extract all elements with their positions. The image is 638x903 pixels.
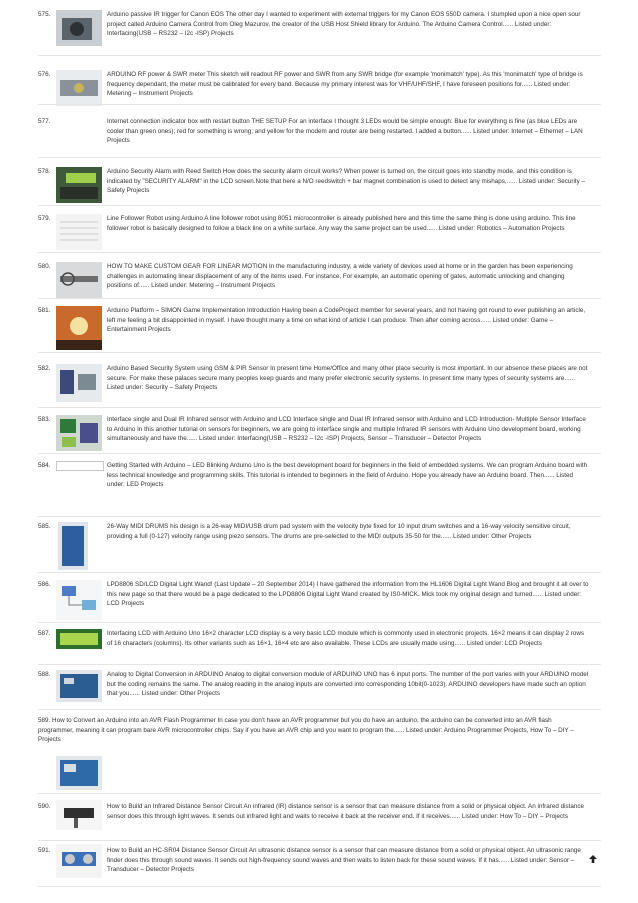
item-number: 586. <box>38 581 51 588</box>
separator <box>38 298 601 299</box>
item-thumbnail[interactable] <box>56 214 102 250</box>
item-thumbnail[interactable] <box>56 262 102 298</box>
separator <box>38 664 601 665</box>
item-description[interactable]: Internet connection indicator box with restart button THE SETUP For an interface I thought 3 LEDs would be simple enough: Blue for everything is fine (as blue LEDs are cooler than green ones); red for something is wrong; and yellow for the modem and router are being restarted. I added a button...... Listed under: Internet – Ethernet – LAN Projects <box>107 118 583 145</box>
item-thumbnail[interactable] <box>56 756 102 790</box>
separator <box>38 453 601 454</box>
item-text: How to Convert an Arduino into an AVR Flash Programmer In case you don't have an AVR programmer but you do have an arduino, the arduino can be converted into an AVR flash programmer, meaning it can program bare AVR microcontroller chips. Say if you have an AVR chip and you want to program the...... Listed under: Arduino Programmer Projects, How To – DIY – Projects <box>38 717 574 744</box>
item-description[interactable]: Arduino passive IR trigger for Canon EOS The other day I wanted to experiment with external triggers for my Canon EOS 550D camera. I stumpled upon a nice open sour project called Arduino Camera Control from Oleg Mazurov, the creator of the USB Host Shield library for Arduino. The Arduino Camera Control...... Listed under: Interfacing(USB – RS232 – I2c -ISP) Projects <box>107 11 581 38</box>
item-description[interactable]: Arduino Platform – SIMON Game Implementation Introduction Having been a CodeProject member for several years, and not having got round to ever publishing an article, left me feeling a bit disappointed in myself. I have thought many a time on what kind of article I can produce. Then after coming across...... Listed under: Game – Entertainment Projects <box>107 307 586 334</box>
item-description[interactable] <box>38 716 589 745</box>
item-thumbnail[interactable] <box>56 461 104 471</box>
item-thumbnail[interactable] <box>56 167 102 203</box>
item-number: 582. <box>38 365 51 372</box>
item-number: 589. <box>38 717 51 724</box>
item-description[interactable]: How to Build an HC-SR04 Distance Sensor Circuit An ultrasonic distance sensor is a sensor that can measure distance from a solid or physical object. An ultrasonic range finder does this through sound waves. It sends out high-frequency sound waves and then waits to listen back for these sound waves. If it has...... Listed under: Sensor – Transducer – Detector Projects <box>107 847 581 874</box>
item-description[interactable]: Interface single and Dual IR Infrared sensor with Arduino and LCD Interface single and Dual IR Infrared sensor with Arduino and LCD Introduction- Multiple Sensor Interface to Arduino In this another tutorial on sensors for beginners, we are going to interface single and multiple Infrared IR sensors with Arduino Uno development board, working simultaneously and have the...... Listed under: Interfacing(USB – RS232 – I2c -ISP) Projects, Sensor – Transducer – Detector Projects <box>107 416 586 443</box>
item-description[interactable]: How to Build an Infrared Distance Sensor Circuit An infrared (IR) distance sensor is a sensor that can measure distance from a solid or physical object. An infrared distance sensor does this through light waves. It sends out infrared light and waits to receive it back at the receiver end. If it receives...... Listed under: How To – DIY – Projects <box>107 803 585 820</box>
separator <box>38 572 601 573</box>
item-description[interactable]: Analog to Digital Conversion in ARDUINO Analog to digital conversion module of ARDUINO UNO has 6 input ports. The number of the port varies with your ARDUINO model but the coding remains the same. The analog reading in the analog inputs are converted into corresponding 10bit(0-1023). ARDUINO developers have made such an option that you...... Listed under: Other Projects <box>107 671 589 698</box>
item-description[interactable]: HOW TO MAKE CUSTOM GEAR FOR LINEAR MOTION In the manufacturing industry, a wide variety of devices used at home or in the garden has been experiencing challenges in automating linear displacement of any of the items used. For instance, For example, an automatic opening of gates, automatic unlocking and changing positions of...... Listed under: Metering – Instrument Projects <box>107 263 573 290</box>
item-description[interactable]: Arduino Based Security System using GSM & PIR Sensor In present time Home/Office and many other place security is most important. In our absence these places are not secure. For make these palaces secure many peoples keep guards and many prefer electronic security systems. In present time many types of security systems are...... Listed under: Security – Safety Projects <box>107 365 588 392</box>
item-number: 581. <box>38 307 51 314</box>
item-description[interactable]: Getting Started with Arduino – LED Blinking Arduino Uno is the best development board for beginners in the field of embedded systems. We can program Arduino board with less technical knowledge and programming skills. This tutorial is intended to beginners in the field of Arduino. Hope you already have an Arduino board. Then...... Listed under: LED Projects <box>107 462 588 489</box>
item-thumbnail[interactable] <box>56 364 102 402</box>
separator <box>38 793 601 794</box>
item-thumbnail[interactable] <box>56 629 102 649</box>
separator <box>38 709 601 710</box>
item-number: 575. <box>38 11 51 18</box>
item-number: 591. <box>38 847 51 854</box>
item-description[interactable]: LPD8806 SD/LCD Digital Light Wand! (Last Update – 20 September 2014) I have gathered the information from the HL1606 Digital Light Wand Blog and brought it all over to this new page so that there would be a page dedicated to the LPD8806 Digital Light Wand created by IS0-MICK. Mick took my original design and turned...... Listed under: LCD Projects <box>107 581 589 608</box>
separator <box>38 840 601 841</box>
item-thumbnail[interactable] <box>58 522 88 570</box>
item-number: 590. <box>38 803 51 810</box>
item-number: 578. <box>38 168 51 175</box>
separator <box>38 157 601 158</box>
separator <box>38 352 601 353</box>
item-description[interactable]: Line Follower Robot using Arduino A line follower robot using 8051 microcontroller is already published here and this time the same thing is done using arduino. This line follower robot is basically designed to follow a black line on a white surface. Any way the same project can be used...... Listed under: Robotics – Automation Projects <box>107 215 576 232</box>
item-number: 588. <box>38 671 51 678</box>
item-thumbnail[interactable] <box>56 415 102 451</box>
item-thumbnail[interactable] <box>56 844 102 878</box>
item-thumbnail[interactable] <box>56 580 102 620</box>
item-number: 579. <box>38 215 51 222</box>
separator <box>38 886 601 887</box>
item-thumbnail[interactable] <box>56 800 102 830</box>
item-description[interactable]: 26-Way MIDI DRUMS his design is a 26-way MIDI/USB drum pad system with the velocity byte fixed for 10 input drum switches and a 16-way velocity sensitive circuit, providing a full (0-127) velocity range using piezo sensors. The drums are pre-selected to the MIDI outputs 35-50 for the...... Listed under: Other Projects <box>107 523 571 540</box>
item-description[interactable]: Interfacing LCD with Arduino Uno 16×2 character LCD display is a very basic LCD module which is commonly used in electronic projects. 16×2 means it can display 2 rows of 16 characters (columns). Its other variants such as 16×1, 16×4 etc are also available. These LCDs are usually made using...... Listed under: LCD Projects <box>107 630 585 647</box>
item-number: 576. <box>38 71 51 78</box>
separator <box>38 104 601 105</box>
separator <box>38 205 601 206</box>
item-number: 585. <box>38 523 51 530</box>
separator <box>38 622 601 623</box>
item-number: 577. <box>38 118 51 125</box>
item-number: 580. <box>38 263 51 270</box>
item-description[interactable]: Arduino Security Alarm with Reed Switch How does the security alarm circuit works? When power is turned on, the circuit goes into standby mode, and this condition is indicated by "SECURITY ALARM" in the LCD screen.Note that here a N/O reedswitch + bar magnet combination is used to detect any mishaps,...... Listed under: Security – Safety Projects <box>107 168 586 195</box>
item-number: 583. <box>38 416 51 423</box>
separator <box>38 516 601 517</box>
separator <box>38 407 601 408</box>
arrow-up-icon[interactable] <box>588 851 598 861</box>
separator <box>38 252 601 253</box>
separator <box>38 55 601 56</box>
item-thumbnail[interactable] <box>56 70 102 106</box>
item-thumbnail[interactable] <box>56 117 102 153</box>
item-number: 584. <box>38 462 51 469</box>
item-number: 587. <box>38 630 51 637</box>
item-description[interactable]: ARDUINO RF power & SWR meter This sketch will readout RF power and SWR from any SWR bridge (for example 'monimatch' type). As this 'monimatch' type of bridge is frequency dependant, the meter must be calibrated for every band. Because my primary interest was for VHF/UHF/SHF, I have foreseen positions for...... Listed under: Metering – Instrument Projects <box>107 71 583 98</box>
item-thumbnail[interactable] <box>56 10 102 46</box>
item-thumbnail[interactable] <box>56 306 102 350</box>
item-thumbnail[interactable] <box>56 670 102 702</box>
